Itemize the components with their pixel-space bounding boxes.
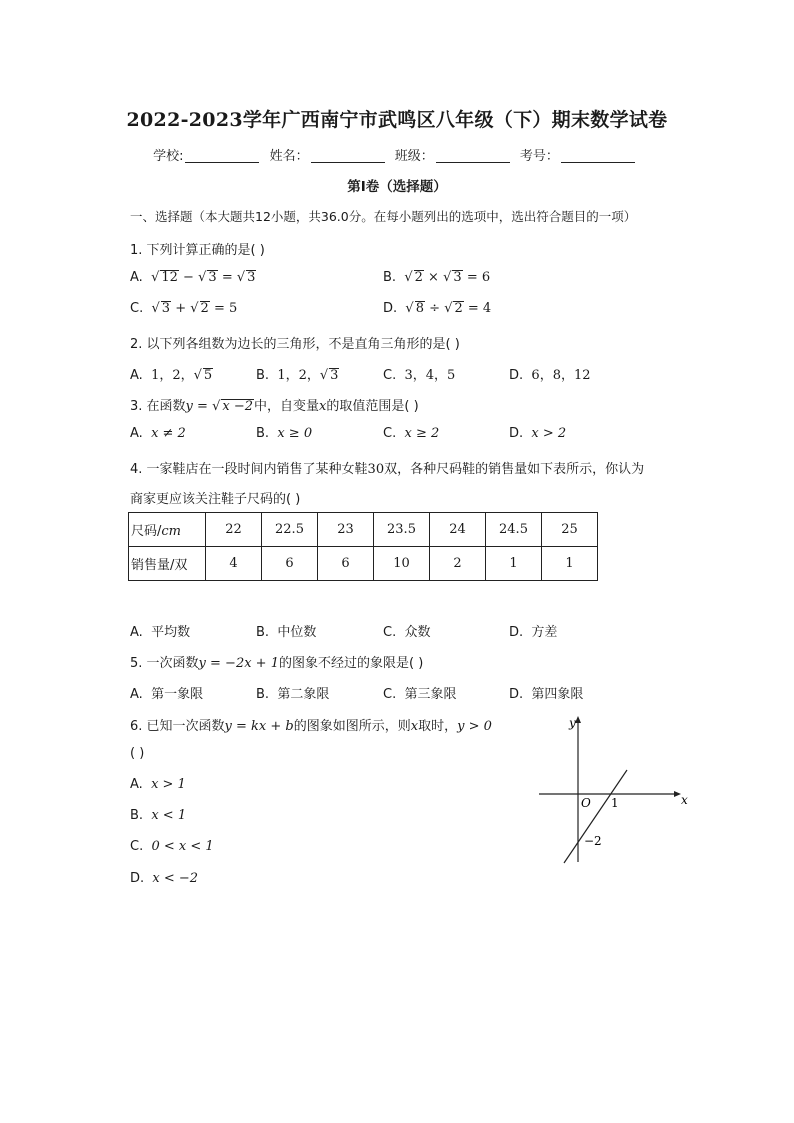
q3-option-d[interactable] <box>509 426 566 441</box>
school-label: 学校: <box>153 149 184 164</box>
y-axis-label: y <box>569 716 576 730</box>
option-label: C. <box>130 301 144 316</box>
q4-option-c[interactable] <box>383 621 431 640</box>
name-blank[interactable] <box>311 162 385 163</box>
option-label: C. <box>383 687 397 702</box>
q4-option-a[interactable] <box>130 621 190 640</box>
option-label: D. <box>509 625 524 640</box>
q1-option-a[interactable] <box>130 270 256 285</box>
equals: = 5 <box>213 301 238 316</box>
option-label: C. <box>130 839 144 854</box>
x-axis-label: x <box>681 793 688 807</box>
option-text: x ≥ 0 <box>277 426 313 441</box>
shoe-sales-table <box>128 512 598 581</box>
stem-text: 5. 一次函数 <box>130 656 199 671</box>
option-text: 第四象限 <box>531 687 584 702</box>
radical-sign-icon: √ <box>190 301 199 316</box>
radicand: x −2 <box>222 399 254 414</box>
table-cell: 6 <box>318 547 374 581</box>
math-expression: y > 0 <box>457 719 492 734</box>
option-label: B. <box>256 687 270 702</box>
q6-stem-line2: ( ) <box>130 746 145 761</box>
option-label: D. <box>509 368 524 383</box>
q5-option-b[interactable] <box>256 683 329 702</box>
table-cell: 23 <box>318 513 374 547</box>
q4-stem-line2: 商家更应该关注鞋子尺码的( ) <box>130 492 301 507</box>
option-label: C. <box>383 625 397 640</box>
operator: ÷ <box>429 301 441 316</box>
stem-text: 双，各种尺码鞋的销售量如下表所示，你认为 <box>384 462 645 477</box>
q1-option-d[interactable] <box>383 301 491 316</box>
math-var: x <box>410 719 419 734</box>
q6-option-d[interactable] <box>130 871 198 886</box>
stem-text: 取时， <box>418 719 458 734</box>
y-intercept-label: −2 <box>584 834 602 848</box>
radical-sign-icon: √ <box>151 301 160 316</box>
name-label: 姓名： <box>269 149 309 164</box>
option-label: B. <box>256 426 270 441</box>
option-text: 1，2， <box>277 368 320 383</box>
q4-option-b[interactable] <box>256 621 316 640</box>
section-instructions: 一、选择题（本大题共12小题，共36.0分。在每小题列出的选项中，选出符合题目的一项） <box>130 209 637 224</box>
option-text: x < −2 <box>152 871 199 886</box>
radical-sign-icon: √ <box>443 270 452 285</box>
q6-stem <box>130 715 492 734</box>
stem-text: 的取值范围是( ) <box>326 399 419 414</box>
stem-text: 中，自变量 <box>254 399 320 414</box>
option-text: x > 1 <box>151 777 186 792</box>
option-label: D. <box>509 687 524 702</box>
q2-option-c[interactable] <box>383 364 455 383</box>
option-label: A. <box>130 368 143 383</box>
radicand: 5 <box>203 368 213 383</box>
radical-sign-icon: √ <box>212 399 221 414</box>
option-label: B. <box>130 808 144 823</box>
q3-option-a[interactable] <box>130 426 186 441</box>
q6-option-c[interactable] <box>130 839 214 854</box>
radicand: 3 <box>208 270 217 285</box>
option-label: B. <box>256 368 270 383</box>
option-label: D. <box>130 871 145 886</box>
option-label: D. <box>383 301 398 316</box>
q6-option-a[interactable] <box>130 777 186 792</box>
section-title: 第I卷（选择题） <box>347 179 447 195</box>
radicand: 2 <box>414 270 423 285</box>
table-cell: 1 <box>486 547 542 581</box>
math-expression: y = kx + b <box>224 719 294 734</box>
option-label: B. <box>256 625 270 640</box>
operator: + <box>175 301 187 316</box>
option-label: A. <box>130 270 143 285</box>
header-unit: cm <box>161 524 181 539</box>
option-text: x ≠ 2 <box>151 426 186 441</box>
student-info-line <box>0 145 794 164</box>
option-label: A. <box>130 687 143 702</box>
class-label: 班级： <box>394 149 434 164</box>
header-label: 尺码/ <box>131 524 162 539</box>
x-axis-arrow-icon <box>674 791 681 797</box>
q5-stem <box>130 652 423 671</box>
option-text: 第一象限 <box>151 687 204 702</box>
exam-no-label: 考号： <box>519 149 559 164</box>
table-cell: 1 <box>542 547 598 581</box>
table-cell: 24.5 <box>486 513 542 547</box>
radical-sign-icon: √ <box>444 301 453 316</box>
option-label: A. <box>130 426 143 441</box>
q2-stem: 2. 以下列各组数为边长的三角形，不是直角三角形的是( ) <box>130 337 460 352</box>
name-field <box>270 145 385 164</box>
q1-stem: 1. 下列计算正确的是( ) <box>130 243 265 258</box>
radicand: 3 <box>453 270 462 285</box>
origin-label: O <box>581 796 591 810</box>
equals: = 6 <box>466 270 491 285</box>
q5-option-d[interactable] <box>509 683 583 702</box>
table-cell: 6 <box>262 547 318 581</box>
q6-function-graph <box>535 712 695 872</box>
option-label: A. <box>130 777 143 792</box>
option-text: 平均数 <box>151 625 191 640</box>
math-var: y <box>185 399 193 414</box>
table-header-sales: 销售量/双 <box>129 547 206 581</box>
radical-sign-icon: √ <box>405 301 414 316</box>
q4-stem-line1 <box>130 458 644 477</box>
q5-option-c[interactable] <box>383 683 457 702</box>
q3-option-b[interactable] <box>256 426 312 441</box>
class-blank[interactable] <box>436 162 510 163</box>
radicand: 8 <box>415 301 424 316</box>
stem-text: 4. 一家鞋店在一段时间内销售了某种女鞋 <box>130 462 368 477</box>
radical-sign-icon: √ <box>236 270 246 285</box>
table-header-size <box>129 513 206 547</box>
stem-text: 的图象不经过的象限是( ) <box>278 656 424 671</box>
q2-option-b[interactable] <box>256 364 339 383</box>
option-label: A. <box>130 625 143 640</box>
radical-sign-icon: √ <box>198 270 207 285</box>
q3-stem <box>130 395 419 414</box>
radicand: 2 <box>200 301 209 316</box>
equals: = 4 <box>467 301 492 316</box>
q2-option-d[interactable] <box>509 364 591 383</box>
option-text: 3，4，5 <box>404 368 456 383</box>
exam-title: 2022-2023学年广西南宁市武鸣区八年级（下）期末数学试卷 <box>126 109 668 131</box>
option-text: x > 2 <box>531 426 567 441</box>
radicand: 2 <box>454 301 463 316</box>
equals: = <box>221 270 233 285</box>
table-cell: 4 <box>206 547 262 581</box>
radicand: 12 <box>161 270 178 285</box>
option-text: x ≥ 2 <box>404 426 440 441</box>
radicand: 3 <box>247 270 256 285</box>
q1-option-c[interactable] <box>130 301 237 316</box>
option-label: D. <box>509 426 524 441</box>
option-label: B. <box>383 270 397 285</box>
stem-text: 的图象如图所示，则 <box>293 719 411 734</box>
radical-sign-icon: √ <box>151 270 160 285</box>
option-text: 0 < x < 1 <box>151 839 214 854</box>
school-blank[interactable] <box>185 162 259 163</box>
stem-number: 30 <box>367 462 385 477</box>
table-row <box>129 547 598 581</box>
stem-text: 6. 已知一次函数 <box>130 719 225 734</box>
exam-no-field <box>520 145 635 164</box>
equals: = <box>192 399 213 414</box>
q3-option-c[interactable] <box>383 426 439 441</box>
table-row <box>129 513 598 547</box>
table-cell: 2 <box>430 547 486 581</box>
operator: − <box>183 270 194 285</box>
radical-sign-icon: √ <box>193 368 202 383</box>
table-cell: 23.5 <box>374 513 430 547</box>
radical-sign-icon: √ <box>319 368 329 383</box>
option-label: C. <box>383 426 397 441</box>
school-field <box>153 145 259 164</box>
x-intercept-label: 1 <box>611 796 619 810</box>
math-expression: y = −2x + 1 <box>198 656 279 671</box>
table-cell: 22 <box>206 513 262 547</box>
q6-option-b[interactable] <box>130 808 186 823</box>
table-cell: 10 <box>374 547 430 581</box>
q4-option-d[interactable] <box>509 621 557 640</box>
option-text: 众数 <box>404 625 431 640</box>
radical-sign-icon: √ <box>404 270 413 285</box>
operator: × <box>428 270 439 285</box>
function-line <box>564 770 627 863</box>
option-text: 6，8，12 <box>531 368 591 383</box>
exam-no-blank[interactable] <box>561 162 635 163</box>
option-text: 第二象限 <box>277 687 330 702</box>
radicand: 3 <box>330 368 339 383</box>
q1-option-b[interactable] <box>383 270 490 285</box>
stem-text: 3. 在函数 <box>130 399 186 414</box>
option-text: 1，2， <box>151 368 194 383</box>
option-text: 第三象限 <box>404 687 457 702</box>
option-text: 中位数 <box>277 625 317 640</box>
table-cell: 24 <box>430 513 486 547</box>
option-text: 方差 <box>531 625 558 640</box>
table-cell: 25 <box>542 513 598 547</box>
y-axis-arrow-icon <box>575 716 581 723</box>
table-cell: 22.5 <box>262 513 318 547</box>
option-label: C. <box>383 368 397 383</box>
math-var: x <box>319 399 327 414</box>
q2-option-a[interactable] <box>130 364 213 383</box>
class-field <box>395 145 510 164</box>
option-text: x < 1 <box>151 808 187 823</box>
radicand: 3 <box>161 301 171 316</box>
q5-option-a[interactable] <box>130 683 203 702</box>
